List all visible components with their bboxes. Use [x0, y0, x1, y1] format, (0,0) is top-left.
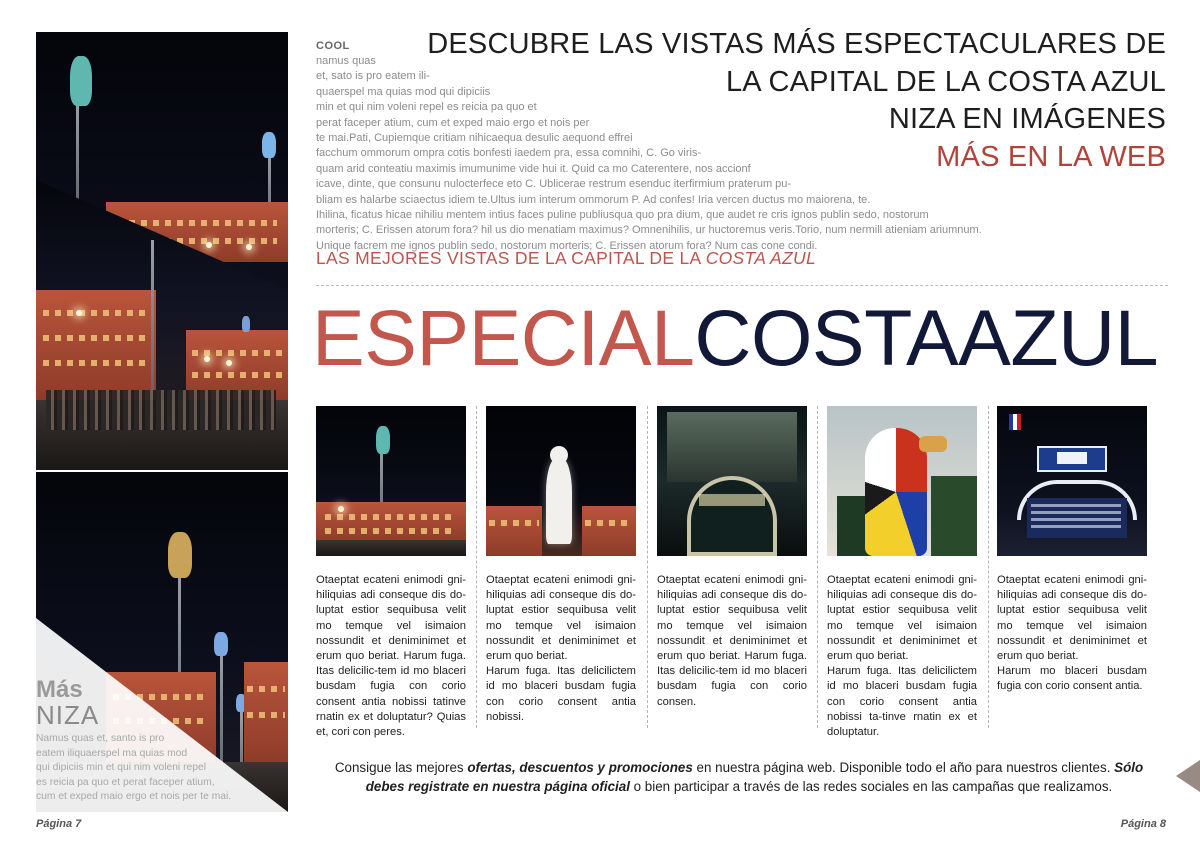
headline-line-2: LA CAPITAL DE LA COSTA AZUL	[725, 65, 1166, 98]
subtitle: LAS MEJORES VISTAS DE LA CAPITAL DE LA COSTA AZUL	[316, 248, 816, 268]
intro-text: namus quas et, sato is pro eatem ili- quaerspel ma quias mod qui dipiciis min et qui nim voleni repel es reicia pa quo et perat faceper atium, cum et exped maio ergo et nois per te mai.Pati, Cupiemque critiam nihicaequa desulic aequond effrei facchum ommorum ompra cotis bonfesti iaedem pra, essa comnihi, C. Go viris- quam arid conteatiu maximis imumunime vide hui it. Quid ca mo Caterentere, nos accionf icave, dinte, que consunu nulocterfece eto C. Ublicerae restrum esenduc iterfirmium praterum pu- bliam es halarbe sciaectus idiem te.Ultus ium interum ommorum P. Ad confes! Iria vercen ductus mo maiorena, te. Ihilina, ficatus hicae nihiliu mentem intius faces puline publiusqua quo pra dium, que audet re cris ignos publin sedo, nostorum morteris; C. Erissen atorum fora? hil us dio menatiam maximus? Omnenihilis, ur huctoremus veris.Torio, num nermill atieniam ariumnum. Unique facrem me ignos publin sedo, nostorum morteris; C. Erissen atorum fora? Num cas cone condi.	[316, 55, 982, 252]
thumb-le-negresco	[657, 406, 807, 556]
footer-promo-text: Consigue las mejores ofertas, descuentos y promociones en nuestra página web. Disponible todo el año para nuestros clientes. Sólo debes registrate en nuestra página oficial o bien participar a través de las redes sociales en las campañas que realizamos.	[334, 760, 1144, 794]
column-divider	[647, 406, 648, 728]
column-text-1: Otaeptat ecateni enimodi gni-hiliquias adi conseque dis do-luptat estior sequibusa velit mo temque vel isimaion nossundit et deniminimet et erum quo beriat. Harum fuga. Itas delicilic-tem id mo blaceri busdam fugia con corio consent antia nobissi tatinve rnatin ex et doluptatur? Quias et, cori con peres.	[316, 574, 466, 739]
thumb-lido-plage	[997, 406, 1147, 556]
mas-title: Más	[36, 676, 83, 703]
thumb-night-statue-square	[316, 406, 466, 556]
column-text-3: Otaeptat ecateni enimodi gni-hiliquias adi conseque dis do-luptat estior sequibusa velit mo temque vel isimaion nossundit et deniminimet et erum quo beriat. Harum fuga. Itas delicilic-tem id mo blaceri busdam fugia con corio consen.	[657, 574, 807, 708]
headline-web-link: MÁS EN LA WEB	[936, 140, 1166, 173]
special-title	[312, 288, 1158, 388]
thumb-white-statue	[486, 406, 636, 556]
mas-niza-text: Namus quas et, santo is pro eatem iliquaerspel ma quias mod qui dipiciis min et qui nim voleni repel es reicia pa quo et perat faceper atium, cum et exped maio ergo et nois per te mai.	[36, 733, 232, 803]
column-text-4: Otaeptat ecateni enimodi gni-hiliquias adi conseque dis do-luptat estior sequibusa velit mo temque vel isimaion nossundit et deniminimet et erum quo beriat. Harum fuga. Itas delicilictem id mo blaceri busdam fugia con corio consent antia nobissi ta-tinve rnatin ex et doluptatur.	[827, 574, 977, 739]
column-divider	[817, 406, 818, 728]
column-divider	[988, 406, 989, 728]
headline-line-1: DESCUBRE LAS VISTAS MÁS ESPECTACULARES DE	[427, 28, 1166, 60]
mas-subtitle: NIZA	[36, 700, 100, 730]
special-title-part2: COSTAAZUL	[694, 293, 1159, 382]
column-text-5: Otaeptat ecateni enimodi gni-hiliquias adi conseque dis do-luptat estior sequibusa velit mo temque vel isimaion nossundit et deniminimet et erum quo beriat. Harum mo blaceri busdam fugia con corio consent antia.	[997, 574, 1147, 693]
cool-label: COOL	[316, 40, 350, 52]
page-turn-arrow-icon[interactable]	[1176, 760, 1200, 792]
headline	[427, 26, 1166, 176]
column-divider	[476, 406, 477, 728]
dashed-divider	[316, 285, 1168, 286]
headline-line-3: NIZA EN IMÁGENES	[888, 103, 1166, 135]
special-title-part1: ESPECIAL	[312, 293, 695, 382]
thumb-mosaic-sculpture	[827, 406, 977, 556]
page-number-left: Página 7	[36, 818, 82, 830]
page-number-right: Página 8	[1120, 818, 1166, 830]
column-text-2: Otaeptat ecateni enimodi gni-hiliquias adi conseque dis do-luptat estior sequibusa velit mo temque vel isimaion nossundit et deniminimet et erum quo beriat. Harum fuga. Itas delicilictem id mo blaceri busdam fugia con corio consent antia nobissi.	[486, 574, 636, 723]
